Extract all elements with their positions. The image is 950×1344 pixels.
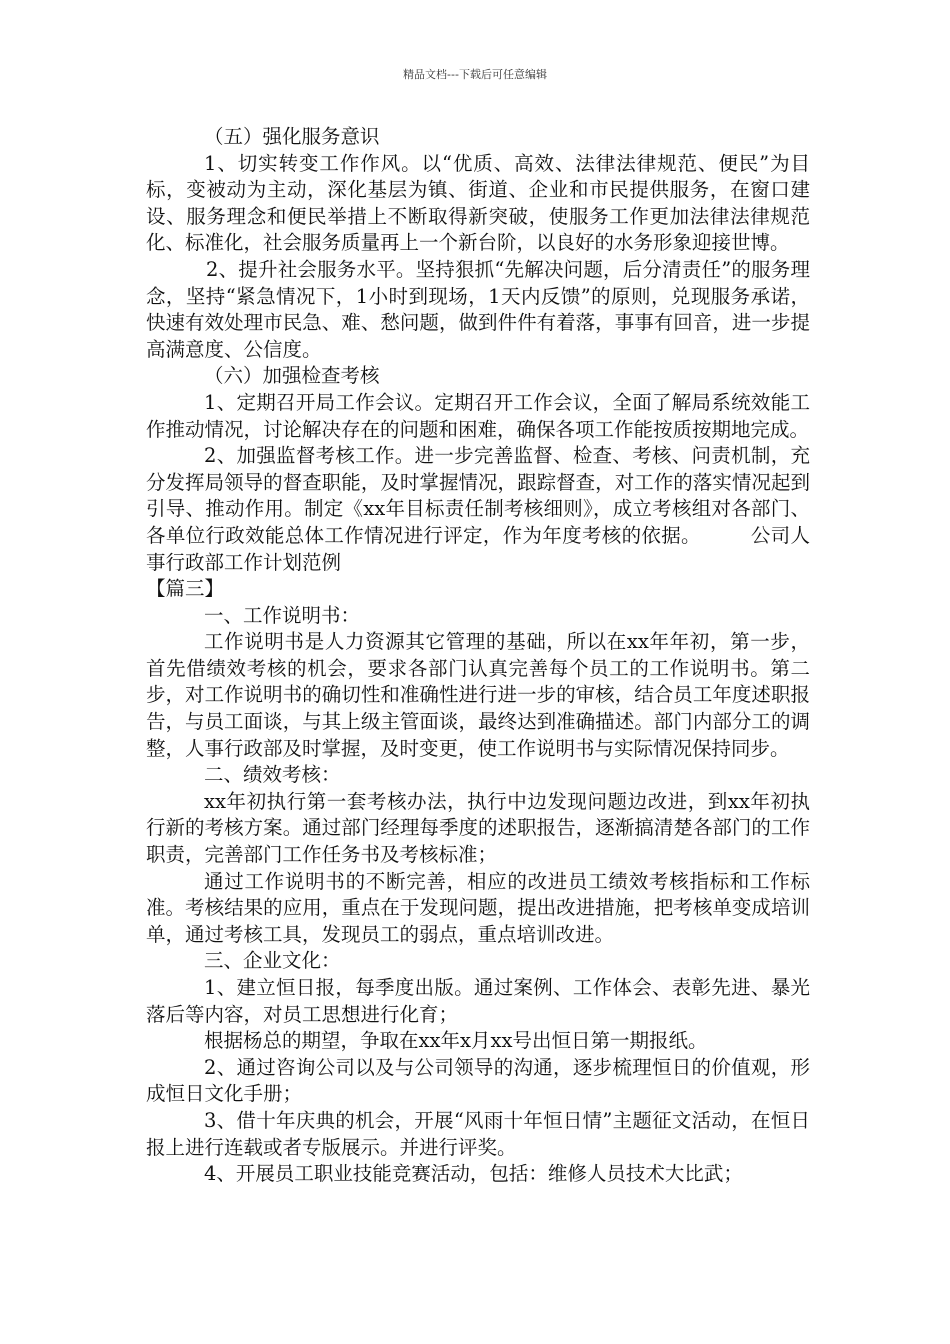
paragraph: xx年初执行第一套考核办法，执行中边发现问题边改进，到xx年初执行新的考核方案。通过部门经理每季度的述职报告，逐渐搞清楚各部门的工作职责，完善部门工作任务书及考核标准； bbox=[146, 789, 810, 867]
page-header: 精品文档---下载后可任意编辑 bbox=[403, 68, 547, 81]
section-heading-3: 三、企业文化： bbox=[204, 949, 341, 973]
paragraph: 通过工作说明书的不断完善，相应的改进员工绩效考核指标和工作标准。考核结果的应用，重点在于发现问题，提出改进措施，把考核单变成培训单，通过考核工具，发现员工的弱点，重点培训改进。 bbox=[146, 869, 810, 946]
section-heading-2: 二、绩效考核： bbox=[204, 763, 341, 787]
paragraph: 3、借十年庆典的机会，开展“风雨十年恒日情”主题征文活动，在恒日报上进行连载或者专版展示。并进行评奖。 bbox=[146, 1108, 810, 1159]
paragraph: 2、提升社会服务水平。坚持狠抓“先解决问题，后分清责任”的服务理念，坚持“紧急情况下，1小时到现场，1天内反馈”的原则，兑现服务承诺，快速有效处理市民急、难、愁问题，做到件件有着落，事事有回音，进一步提高满意度、公信度。 bbox=[146, 257, 810, 361]
paragraph-text: 2、加强监督考核工作。进一步完善监督、检查、考核、问责机制，充分发挥局领导的督查职能，及时掌握情况，跟踪督查，对工作的落实情况起到引导、推动作用。制定《xx年目标责任制考核细则》，成立考核组对各部门、各单位行政效能总体工作情况进行评定，作为年度考核的依据。 bbox=[146, 444, 810, 547]
paragraph: 1、建立恒日报，每季度出版。通过案例、工作体会、表彰先进、暴光落后等内容，对员工思想进行化育； bbox=[146, 976, 810, 1026]
paragraph bbox=[146, 443, 810, 576]
paragraph: 4、开展员工职业技能竞赛活动，包括：维修人员技术大比武； bbox=[204, 1162, 743, 1186]
section-heading-6: （六）加强检查考核 bbox=[204, 364, 380, 388]
inline-document-title: 公司人事行政部工作计划范例 bbox=[146, 523, 810, 574]
part-label: 【篇三】 bbox=[146, 577, 225, 601]
section-heading-1: 一、工作说明书： bbox=[204, 603, 361, 627]
paragraph: 根据杨总的期望，争取在xx年x月xx号出恒日第一期报纸。 bbox=[204, 1029, 708, 1053]
paragraph: 工作说明书是人力资源其它管理的基础，所以在xx年年初，第一步，首先借绩效考核的机会，要求各部门认真完善每个员工的工作说明书。第二步，对工作说明书的确切性和准确性进行进一步的审核，结合员工年度述职报告，与员工面谈，与其上级主管面谈，最终达到准确描述。部门内部分工的调整，人事行政部及时掌握，及时变更，使工作说明书与实际情况保持同步。 bbox=[146, 630, 810, 760]
paragraph: 1、切实转变工作作风。以“优质、高效、法律法律规范、便民”为目标，变被动为主动，深化基层为镇、街道、企业和市民提供服务，在窗口建设、服务理念和便民举措上不断取得新突破，使服务工作更加法律法律规范化、标准化，社会服务质量再上一个新台阶，以良好的水务形象迎接世博。 bbox=[146, 151, 810, 255]
section-heading-5: （五）强化服务意识 bbox=[204, 125, 380, 148]
document-body bbox=[146, 124, 810, 1188]
paragraph: 1、定期召开局工作会议。定期召开工作会议，全面了解局系统效能工作推动情况，讨论解决存在的问题和困难，确保各项工作能按质按期地完成。 bbox=[146, 390, 810, 441]
paragraph: 2、通过咨询公司以及与公司领导的沟通，逐步梳理恒日的价值观，形成恒日文化手册； bbox=[146, 1055, 810, 1106]
